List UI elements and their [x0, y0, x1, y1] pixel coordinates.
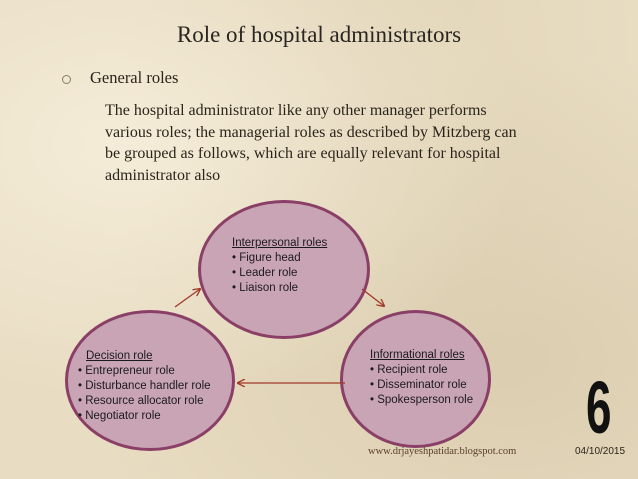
decision-heading: Decision role: [86, 350, 153, 362]
role-item: • Figure head: [232, 252, 301, 264]
role-item: • Liaison role: [232, 282, 299, 294]
role-item: • Recipient role: [370, 364, 448, 376]
arrow-decision-to-interpersonal: [175, 289, 200, 307]
role-item: • Leader role: [232, 267, 298, 279]
informational-roles-circle: [340, 310, 491, 448]
role-item: • Disseminator role: [370, 379, 467, 391]
interpersonal-roles-circle: [198, 200, 370, 339]
role-item: • Entrepreneur role: [78, 365, 175, 377]
informational-heading: Informational roles: [370, 349, 465, 361]
role-item: • Spokesperson role: [370, 394, 474, 406]
footer-url: www.drjayeshpatidar.blogspot.com: [368, 446, 517, 457]
role-item: • Resource allocator role: [78, 395, 204, 407]
footer-date: 04/10/2015: [575, 446, 626, 457]
slide-number: 6: [586, 366, 612, 449]
description-paragraph: [105, 100, 545, 186]
bullet-ring-icon: [62, 75, 71, 84]
interpersonal-heading: Interpersonal roles: [232, 237, 328, 249]
paragraph-line: The hospital administrator like any other manager performs: [105, 102, 487, 119]
paragraph-line: various roles; the managerial roles as described by Mitzberg can: [105, 123, 517, 141]
paragraph-line: be grouped as follows, which are equally relevant for hospital: [105, 145, 501, 162]
role-item: • Negotiator role: [78, 410, 161, 422]
role-item: • Disturbance handler role: [78, 380, 211, 392]
bullet-text: General roles: [90, 68, 179, 87]
slide-title: Role of hospital administrators: [176, 22, 462, 47]
paragraph-line: administrator also: [105, 166, 221, 184]
decision-role-circle: [65, 310, 235, 451]
bullet-general-roles: [62, 68, 178, 88]
